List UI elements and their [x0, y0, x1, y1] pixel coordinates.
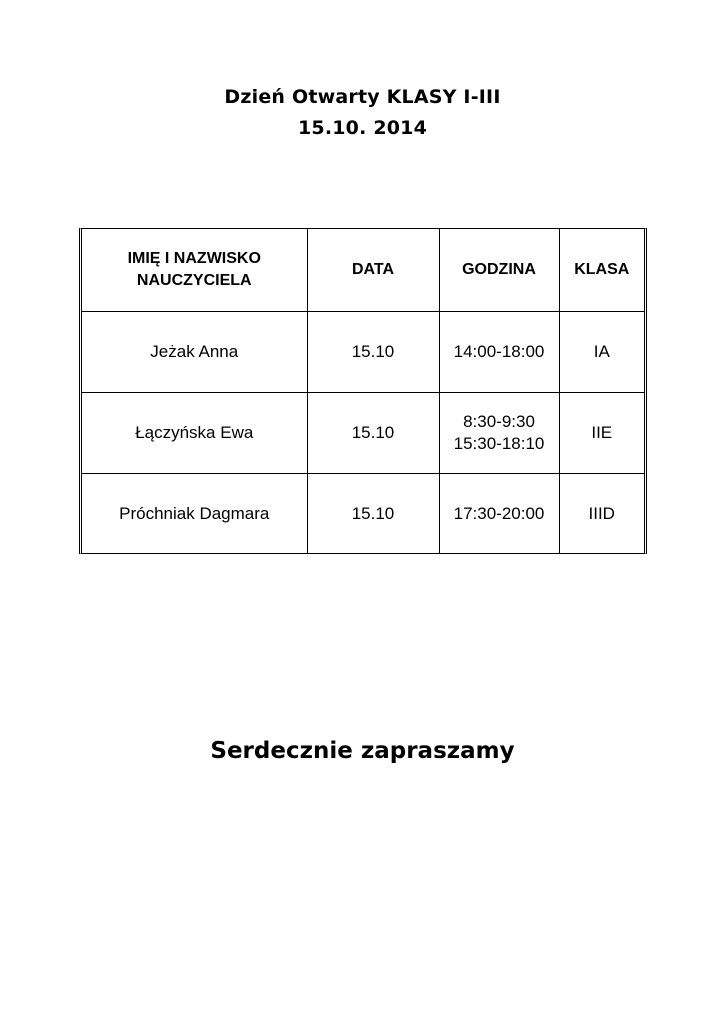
- teacher-name: Łączyńska Ewa: [82, 392, 307, 473]
- hour-cell: 17:30-20:00: [439, 473, 559, 554]
- column-header-class: KLASA: [559, 229, 644, 311]
- page-date: 15.10. 2014: [297, 117, 427, 139]
- table-row: [82, 392, 644, 473]
- date-cell: 15.10: [307, 392, 439, 473]
- date-cell: 15.10: [307, 473, 439, 554]
- page-title: Dzień Otwarty KLASY I-III: [224, 86, 501, 108]
- date-cell: 15.10: [307, 311, 439, 392]
- class-cell: IIE: [559, 392, 644, 473]
- schedule-table: [79, 228, 647, 554]
- column-header-teacher-line2: NAUCZYCIELA: [136, 271, 252, 289]
- table-row: [82, 311, 644, 392]
- table-row: [82, 473, 644, 554]
- class-cell: IA: [559, 311, 644, 392]
- invitation-text: Serdecznie zapraszamy: [210, 738, 515, 764]
- hour-line: 15:30-18:10: [453, 433, 545, 453]
- hour-cell: [439, 392, 559, 473]
- teacher-name: Jeżak Anna: [82, 311, 307, 392]
- column-header-teacher: [82, 229, 307, 311]
- hour-line: 8:30-9:30: [463, 411, 535, 431]
- hour-cell: 14:00-18:00: [439, 311, 559, 392]
- table-header-row: [82, 229, 644, 311]
- column-header-date: DATA: [307, 229, 439, 311]
- teacher-name: Próchniak Dagmara: [82, 473, 307, 554]
- class-cell: IIID: [559, 473, 644, 554]
- column-header-teacher-line1: IMIĘ I NAZWISKO: [127, 249, 261, 267]
- column-header-hour: GODZINA: [439, 229, 559, 311]
